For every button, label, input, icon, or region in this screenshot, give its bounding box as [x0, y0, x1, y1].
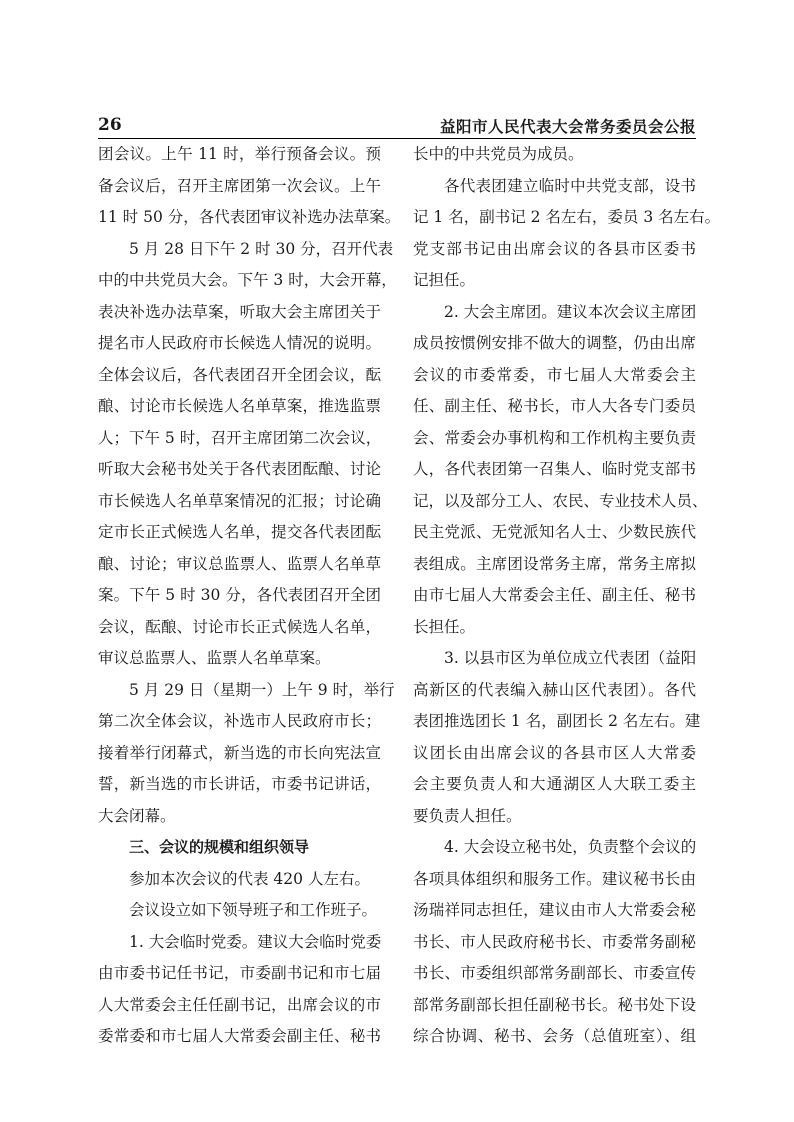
- text-line: 表决补选办法草案，听取大会主席团关于: [98, 302, 381, 321]
- text-line: 委常委和市七届人大常委会副主任、秘书: [98, 1027, 381, 1045]
- text-line: 高新区的代表编入赫山区代表团）。各代: [413, 680, 696, 699]
- text-line: 党支部书记由出席会议的各县市区委书: [413, 239, 696, 258]
- text-line: 各代表团建立临时中共党支部，设书: [444, 176, 696, 195]
- text-line: 部常务副部长担任副秘书长。秘书处下设: [413, 995, 696, 1014]
- text-line: 大会闭幕。: [98, 806, 176, 825]
- left-text-column: [98, 139, 401, 1053]
- text-line: 接着举行闭幕式，新当选的市长向宪法宣: [98, 743, 381, 762]
- text-line: 团会议。上午 11 时，举行预备会议。预: [98, 145, 381, 163]
- text-line: 案。下午 5 时 30 分，各代表团召开全团: [98, 586, 381, 604]
- text-line: 各项具体组织和服务工作。建议秘书长由: [413, 869, 696, 888]
- text-line: 成员按惯例安排不做大的调整，仍由出席: [413, 334, 696, 352]
- text-line: 表团推选团长 1 名，副团长 2 名左右。建: [413, 712, 701, 730]
- page-header: [98, 113, 696, 139]
- text-line: 会议设立如下领导班子和工作班子。: [129, 901, 378, 919]
- right-text-column: [413, 139, 721, 1053]
- text-line: 第二次全体会议，补选市人民政府市长；: [98, 712, 381, 730]
- journal-title: 益阳市人民代表大会常务委员会公报: [439, 118, 696, 136]
- text-line: 会议，酝酿、讨论市长正式候选人名单，: [98, 617, 381, 636]
- text-line: 人；下午 5 时，召开主席团第二次会议，: [98, 428, 382, 447]
- text-line: 审议总监票人、监票人名单草案。: [98, 649, 331, 667]
- text-line: 任、副主任、秘书长，市人大各专门委员: [413, 397, 696, 415]
- text-line: 综合协调、秘书、会务（总值班室）、组: [413, 1027, 696, 1045]
- text-line: 记 1 名，副书记 2 名左右，委员 3 名左右。: [413, 208, 721, 226]
- text-line: 记，以及部分工人、农民、专业技术人员、: [413, 491, 708, 510]
- text-line: 汤瑞祥同志担任，建议由市人大常委会秘: [413, 901, 696, 919]
- text-line: 中的中共党员大会。下午 3 时，大会开幕，: [98, 271, 397, 289]
- text-line: 会议的市委常委，市七届人大常委会主: [413, 365, 696, 384]
- text-line: 要负责人担任。: [413, 806, 522, 825]
- text-line: 人大常委会主任任副书记，出席会议的市: [98, 995, 381, 1014]
- text-line: 记担任。: [413, 271, 476, 289]
- text-line: 由市七届人大常委会主任、副主任、秘书: [413, 586, 696, 604]
- text-line: 市长候选人名单草案情况的汇报；讨论确: [98, 491, 381, 510]
- text-line: 酿、讨论；审议总监票人、监票人名单草: [98, 554, 381, 573]
- text-line: 1. 大会临时党委。建议大会临时党委: [129, 932, 382, 951]
- text-line: 议团长由出席会议的各县市区人大常委: [413, 743, 696, 762]
- text-line: 参加本次会议的代表 420 人左右。: [129, 869, 370, 888]
- text-line: 长担任。: [413, 617, 476, 636]
- text-line: 听取大会秘书处关于各代表团酝酿、讨论: [98, 460, 381, 478]
- text-line: 民主党派、无党派知名人士、少数民族代: [413, 523, 696, 541]
- text-line: 酿、讨论市长候选人名单草案，推选监票: [98, 397, 381, 415]
- text-line: 表组成。主席团设常务主席，常务主席拟: [413, 554, 696, 573]
- text-line: 书长、市人民政府秘书长、市委常务副秘: [413, 932, 696, 951]
- text-line: 誓，新当选的市长讲话，市委书记讲话，: [98, 775, 381, 793]
- text-line: 4. 大会设立秘书处，负责整个会议的: [444, 838, 697, 856]
- text-line: 5 月 28 日下午 2 时 30 分，召开代表: [129, 239, 394, 258]
- text-line: 提名市人民政府市长候选人情况的说明。: [98, 334, 381, 352]
- text-line: 由市委书记任书记，市委副书记和市七届: [98, 964, 381, 982]
- text-line: 备会议后，召开主席团第一次会议。上午: [98, 176, 381, 195]
- text-line: 2. 大会主席团。建议本次会议主席团: [444, 302, 697, 321]
- text-line: 书长、市委组织部常务副部长、市委宣传: [413, 964, 696, 982]
- section-heading: 三、会议的规模和组织领导: [129, 838, 310, 856]
- text-line: 长中的中共党员为成员。: [413, 145, 584, 163]
- text-line: 会、常委会办事机构和工作机构主要负责: [413, 428, 696, 447]
- text-line: 定市长正式候选人名单，提交各代表团酝: [98, 523, 381, 541]
- text-line: 5 月 29 日（星期一）上午 9 时，举行: [129, 680, 395, 699]
- text-line: 11 时 50 分，各代表团审议补选办法草案。: [98, 208, 401, 226]
- text-line: 全体会议后，各代表团召开全团会议，酝: [98, 365, 381, 384]
- page-number: 26: [98, 115, 122, 135]
- text-line: 人，各代表团第一召集人、临时党支部书: [413, 460, 696, 478]
- text-line: 会主要负责人和大通湖区人大联工委主: [413, 775, 696, 793]
- text-line: 3. 以县市区为单位成立代表团（益阳: [444, 649, 697, 667]
